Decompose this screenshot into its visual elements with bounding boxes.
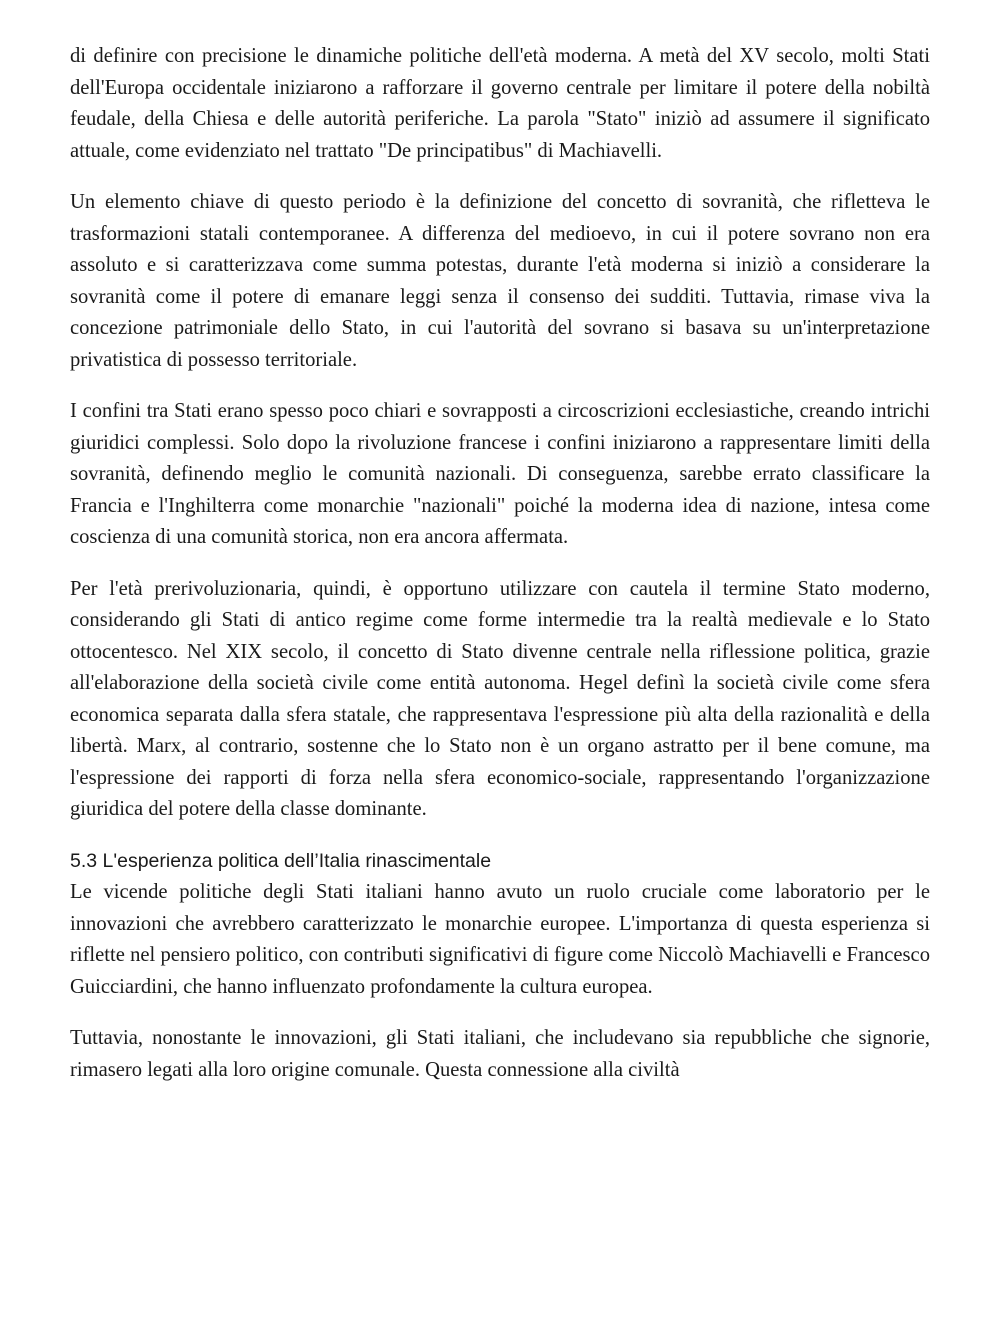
paragraph-stato-moderno: di definire con precisione le dinamiche politiche dell'età moderna. A metà del XV secolo, molti Stati dell'Europa occidentale iniziarono a rafforzare il governo centrale per limitare il potere della nobiltà feudale, della Chiesa e delle autorità periferiche. La parola "Stato" iniziò ad assumere il significato attuale, come evidenziato nel trattato "De principatibus" di Machiavelli. [70,45,930,162]
section-heading: 5.3 L'esperienza politica dell’Italia rinascimentale [70,849,492,872]
paragraph-stati-italiani: Tuttavia, nonostante le innovazioni, gli Stati italiani, che includevano sia repubbliche che signorie, rimasero legati alla loro origine comunale. Questa connessione alla civiltà [70,1027,930,1081]
paragraph-sovranita: Un elemento chiave di questo periodo è la definizione del concetto di sovranità, che rifletteva le trasformazioni statali contemporanee. A differenza del medioevo, in cui il potere sovrano non era assoluto e si caratterizzava come summa potestas, durante l'età moderna si iniziò a considerare la sovranità come il potere di emanare leggi senza il consenso dei sudditi. Tuttavia, rimase viva la concezione patrimoniale dello Stato, in cui l'autorità del sovrano si basava su un'interpretazione privatistica di possesso territoriale. [70,191,930,371]
paragraph-confini: I confini tra Stati erano spesso poco chiari e sovrapposti a circoscrizioni ecclesiastiche, creando intrichi giuridici complessi. Solo dopo la rivoluzione francese i confini iniziarono a rappresentare limiti della sovranità, definendo meglio le comunità nazionali. Di conseguenza, sarebbe errato classificare la Francia e l'Inghilterra come monarchie "nazionali" poiché la moderna idea di nazione, intesa come coscienza di una comunità storica, non era ancora affermata. [70,400,930,548]
paragraph-eta-prerivoluzionaria: Per l'età prerivoluzionaria, quindi, è opportuno utilizzare con cautela il termine Stato moderno, considerando gli Stati di antico regime come forme intermedie tra la realtà medievale e lo Stato ottocentesco. Nel XIX secolo, il concetto di Stato divenne centrale nella riflessione politica, grazie all'elaborazione della società civile come entità autonoma. Hegel definì la società civile come sfera economica separata dalla sfera statale, che rappresentava l'espressione più alta della razionalità e della libertà. Marx, al contrario, sostenne che lo Stato non è un organo astratto per il bene comune, ma l'espressione dei rapporti di forza nella sfera economico-sociale, rappresentando l'organizzazione giuridica del potere della classe dominante. [70,577,930,820]
document-page [70,41,930,1106]
paragraph-vicende-politiche: Le vicende politiche degli Stati italiani hanno avuto un ruolo cruciale come laboratorio per le innovazioni che avrebbero caratterizzato le monarchie europee. L'importanza di questa esperienza si riflette nel pensiero politico, con contributi significativi di figure come Niccolò Machiavelli e Francesco Guicciardini, che hanno influenzato profondamente la cultura europea. [70,881,930,998]
